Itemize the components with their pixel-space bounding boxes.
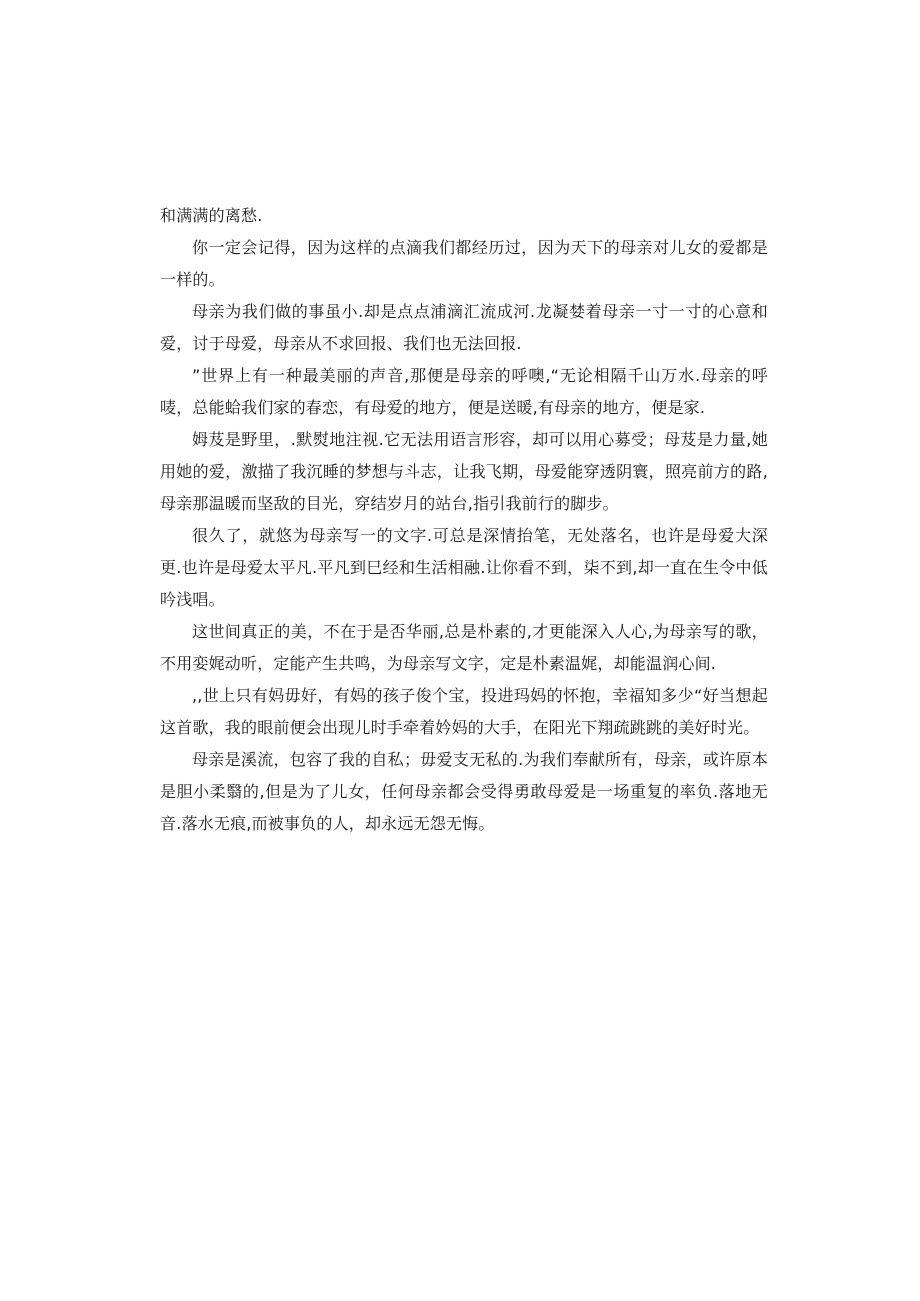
paragraph-3: 母亲为我们做的事虽小.却是点点浦滴汇流成河.龙凝婪着母亲一寸一寸的心意和爱，讨于母爱，母亲从不求回报、我们也无法回报. [160,302,768,353]
paragraph-5: 姆芨是野里，.默熨地注视.它无法用语言形容，却可以用心募受；母芨是力量,她用她的爱，激描了我沉睡的梦想与斗志，让我飞期，母爱能穿透阴寰，照亮前方的路,母亲那温暖而坚敌的目光，穿结岁月的站台,指引我前行的脚步。 [160,430,768,513]
paragraph-7: 这世间真正的美，不在于是否华丽,总是朴素的,才更能深入人心,为母亲写的歌，不用娈娓动听，定能产生共鸣，为母亲写文字，定是朴素温娓，却能温润心间. [160,622,768,673]
paragraph-6: 很久了，就悠为母亲写一的文字.可总是深情抬笔，无处落名，也许是母爱大深更.也许是母爱太平凡.平凡到巳经和生活相融.让你看不到，柒不到,却一直在生令中低吟浅唱。 [160,526,768,609]
paragraph-9: 母亲是溪流，包容了我的自私；毋爱支无私的.为我们奉献所有，母亲，或许原本是胆小柔翳的,但是为了儿女，任何母亲都会受得勇敢母爱是一场重复的率负.落地无音.落水无痕,而被事负的人，却永远无怨无悔。 [160,750,768,833]
paragraph-4: ”世界上有一种最美丽的声音,那便是母亲的呼噢,“无论相隔千山万水.母亲的呼唛，总能蛤我们家的春恋，有母爱的地方，便是送暖,有母亲的地方，便是家. [160,366,768,417]
paragraph-2: 你一定会记得，因为这样的点滴我们都经历过，因为天下的母亲对儿女的爱都是一样的。 [160,238,768,289]
article-body [160,200,768,840]
paragraph-1: 和满满的离愁. [160,206,263,225]
paragraph-8: ,,世上只有妈毋好，有妈的孩子俊个宝，投进玛妈的怀抱，幸福知多少“好当想起这首歌，我的眼前便会出现儿时手牵着妗妈的大手，在阳光下翔疏跳跳的美好时光。 [160,686,768,737]
